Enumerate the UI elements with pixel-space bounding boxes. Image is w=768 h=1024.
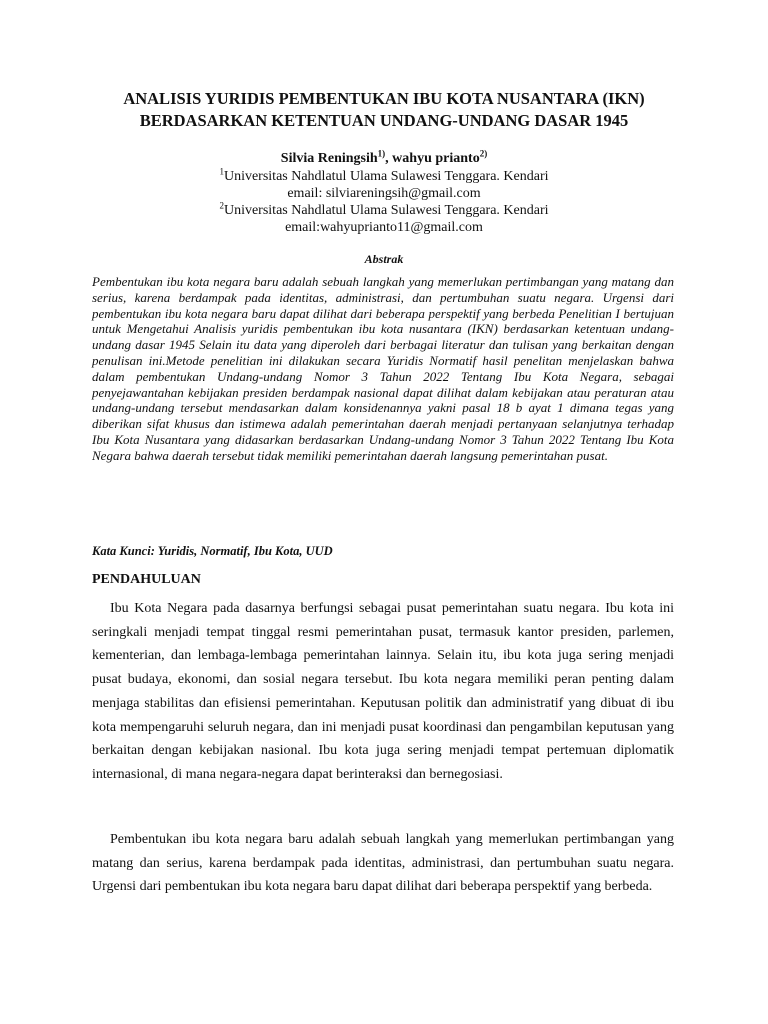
- paper-title: [60, 88, 708, 132]
- author-1-affiliation-mark: 1): [377, 148, 386, 159]
- abstract-heading: Abstrak: [364, 252, 404, 266]
- affiliation-1-email: email: silviareningsih@gmail.com: [287, 186, 481, 201]
- author-2-affiliation-mark: 2): [479, 148, 488, 159]
- author-1-name: Silvia Reningsih: [280, 151, 378, 166]
- affiliation-2-institution: [90, 202, 678, 219]
- affiliation-1-mark: 1: [219, 166, 224, 177]
- affiliation-1-institution: [90, 168, 678, 185]
- affiliation-2-mark: 2: [219, 200, 224, 211]
- affiliation-1-name: Universitas Nahdlatul Ulama Sulawesi Tenggara. Kendari: [223, 169, 549, 184]
- affiliation-2-name: Universitas Nahdlatul Ulama Sulawesi Tenggara. Kendari: [223, 203, 549, 218]
- author-2-name: wahyu prianto: [392, 151, 480, 166]
- body-paragraph-2: Pembentukan ibu kota negara baru adalah sebuah langkah yang memerlukan pertimbangan yang matang dan serius, karena berdampak pada identitas, administrasi, dan pertumbuhan suatu negara. Urgensi dari pembentukan ibu kota negara baru dapat dilihat dari beberapa perspektif yang berbeda.: [92, 832, 674, 895]
- affiliation-2-email: email:wahyuprianto11@gmail.com: [285, 220, 483, 235]
- abstract-text: Pembentukan ibu kota negara baru adalah sebuah langkah yang memerlukan pertimbangan yang matang dan serius, karena berdampak pada identitas, administrasi, dan pertumbuhan suatu negara. Urgensi dari pembentukan ibu kota negara baru dapat dilihat dari beberapa perspektif yang berbeda Penelitian I bertujuan untuk Mengetahui Analisis yuridis pembentukan ibu kota nusantara (IKN) berdasarkan ketentuan undang-undang dasar 1945 Selain itu data yang diperoleh dari berbagai literatur dan tulisan yang berkaitan dengan penulisan ini.Metode penelitian ini dilakukan secara Yuridis Normatif hasil penelitan menjelaskan bahwa dalam pembentukan Undang-undang Nomor 3 Tahun 2022 Tentang Ibu Kota Negara, sebagai penyejawantahan kebijakan presiden berdampak nasional dapat dilihat dalam kebijakan atau peraturan atau undang-undang tersebut mendasarkan dalam konsidenannya yakni pasal 18 b ayat 1 dimana tegas yang diberikan sifat khusus dan istimewa adalah pemerintahan daerah menjadi pertanyaan selanjutnya terhadap Ibu Kota Nusantara yang didasarkan berdasarkan Undang-undang Nomor 3 Tahun 2022 Tentang Ibu Kota Negara bahwa daerah tersebut tidak memiliki pemerintahan daerah langsung pemerintahan pusat.: [92, 274, 674, 463]
- affiliation-2: [90, 202, 678, 236]
- body-paragraph-1: Ibu Kota Negara pada dasarnya berfungsi sebagai pusat pemerintahan suatu negara. Ibu kota ini seringkali menjadi tempat tinggal resmi pemerintahan pusat, termasuk kantor presiden, parlemen, kementerian, dan lembaga-lembaga pemerintahan lainnya. Selain itu, ibu kota juga sering menjadi pusat budaya, ekonomi, dan sosial negara tersebut. Ibu kota negara memiliki peran penting dalam menjaga stabilitas dan efisiensi pemerintahan. Keputusan politik dan administratif yang dibuat di ibu kota mempengaruhi seluruh negara, dan ini menjadi pusat koordinasi dan pengambilan keputusan yang berkaitan dengan kebijakan nasional. Ibu kota juga sering menjadi tempat pertemuan diplomatik internasional, di mana negara-negara dapat berinteraksi dan bernegosiasi.: [92, 601, 674, 782]
- title-line-2: BERDASARKAN KETENTUAN UNDANG-UNDANG DASAR 1945: [139, 111, 629, 130]
- affiliation-1: [90, 168, 678, 202]
- section-heading: PENDAHULUAN: [92, 572, 201, 587]
- author-separator: ,: [385, 151, 393, 166]
- author-list: [90, 150, 678, 168]
- keywords: Kata Kunci: Yuridis, Normatif, Ibu Kota, UUD: [92, 544, 333, 558]
- title-line-1: ANALISIS YURIDIS PEMBENTUKAN IBU KOTA NUSANTARA (IKN): [123, 89, 645, 108]
